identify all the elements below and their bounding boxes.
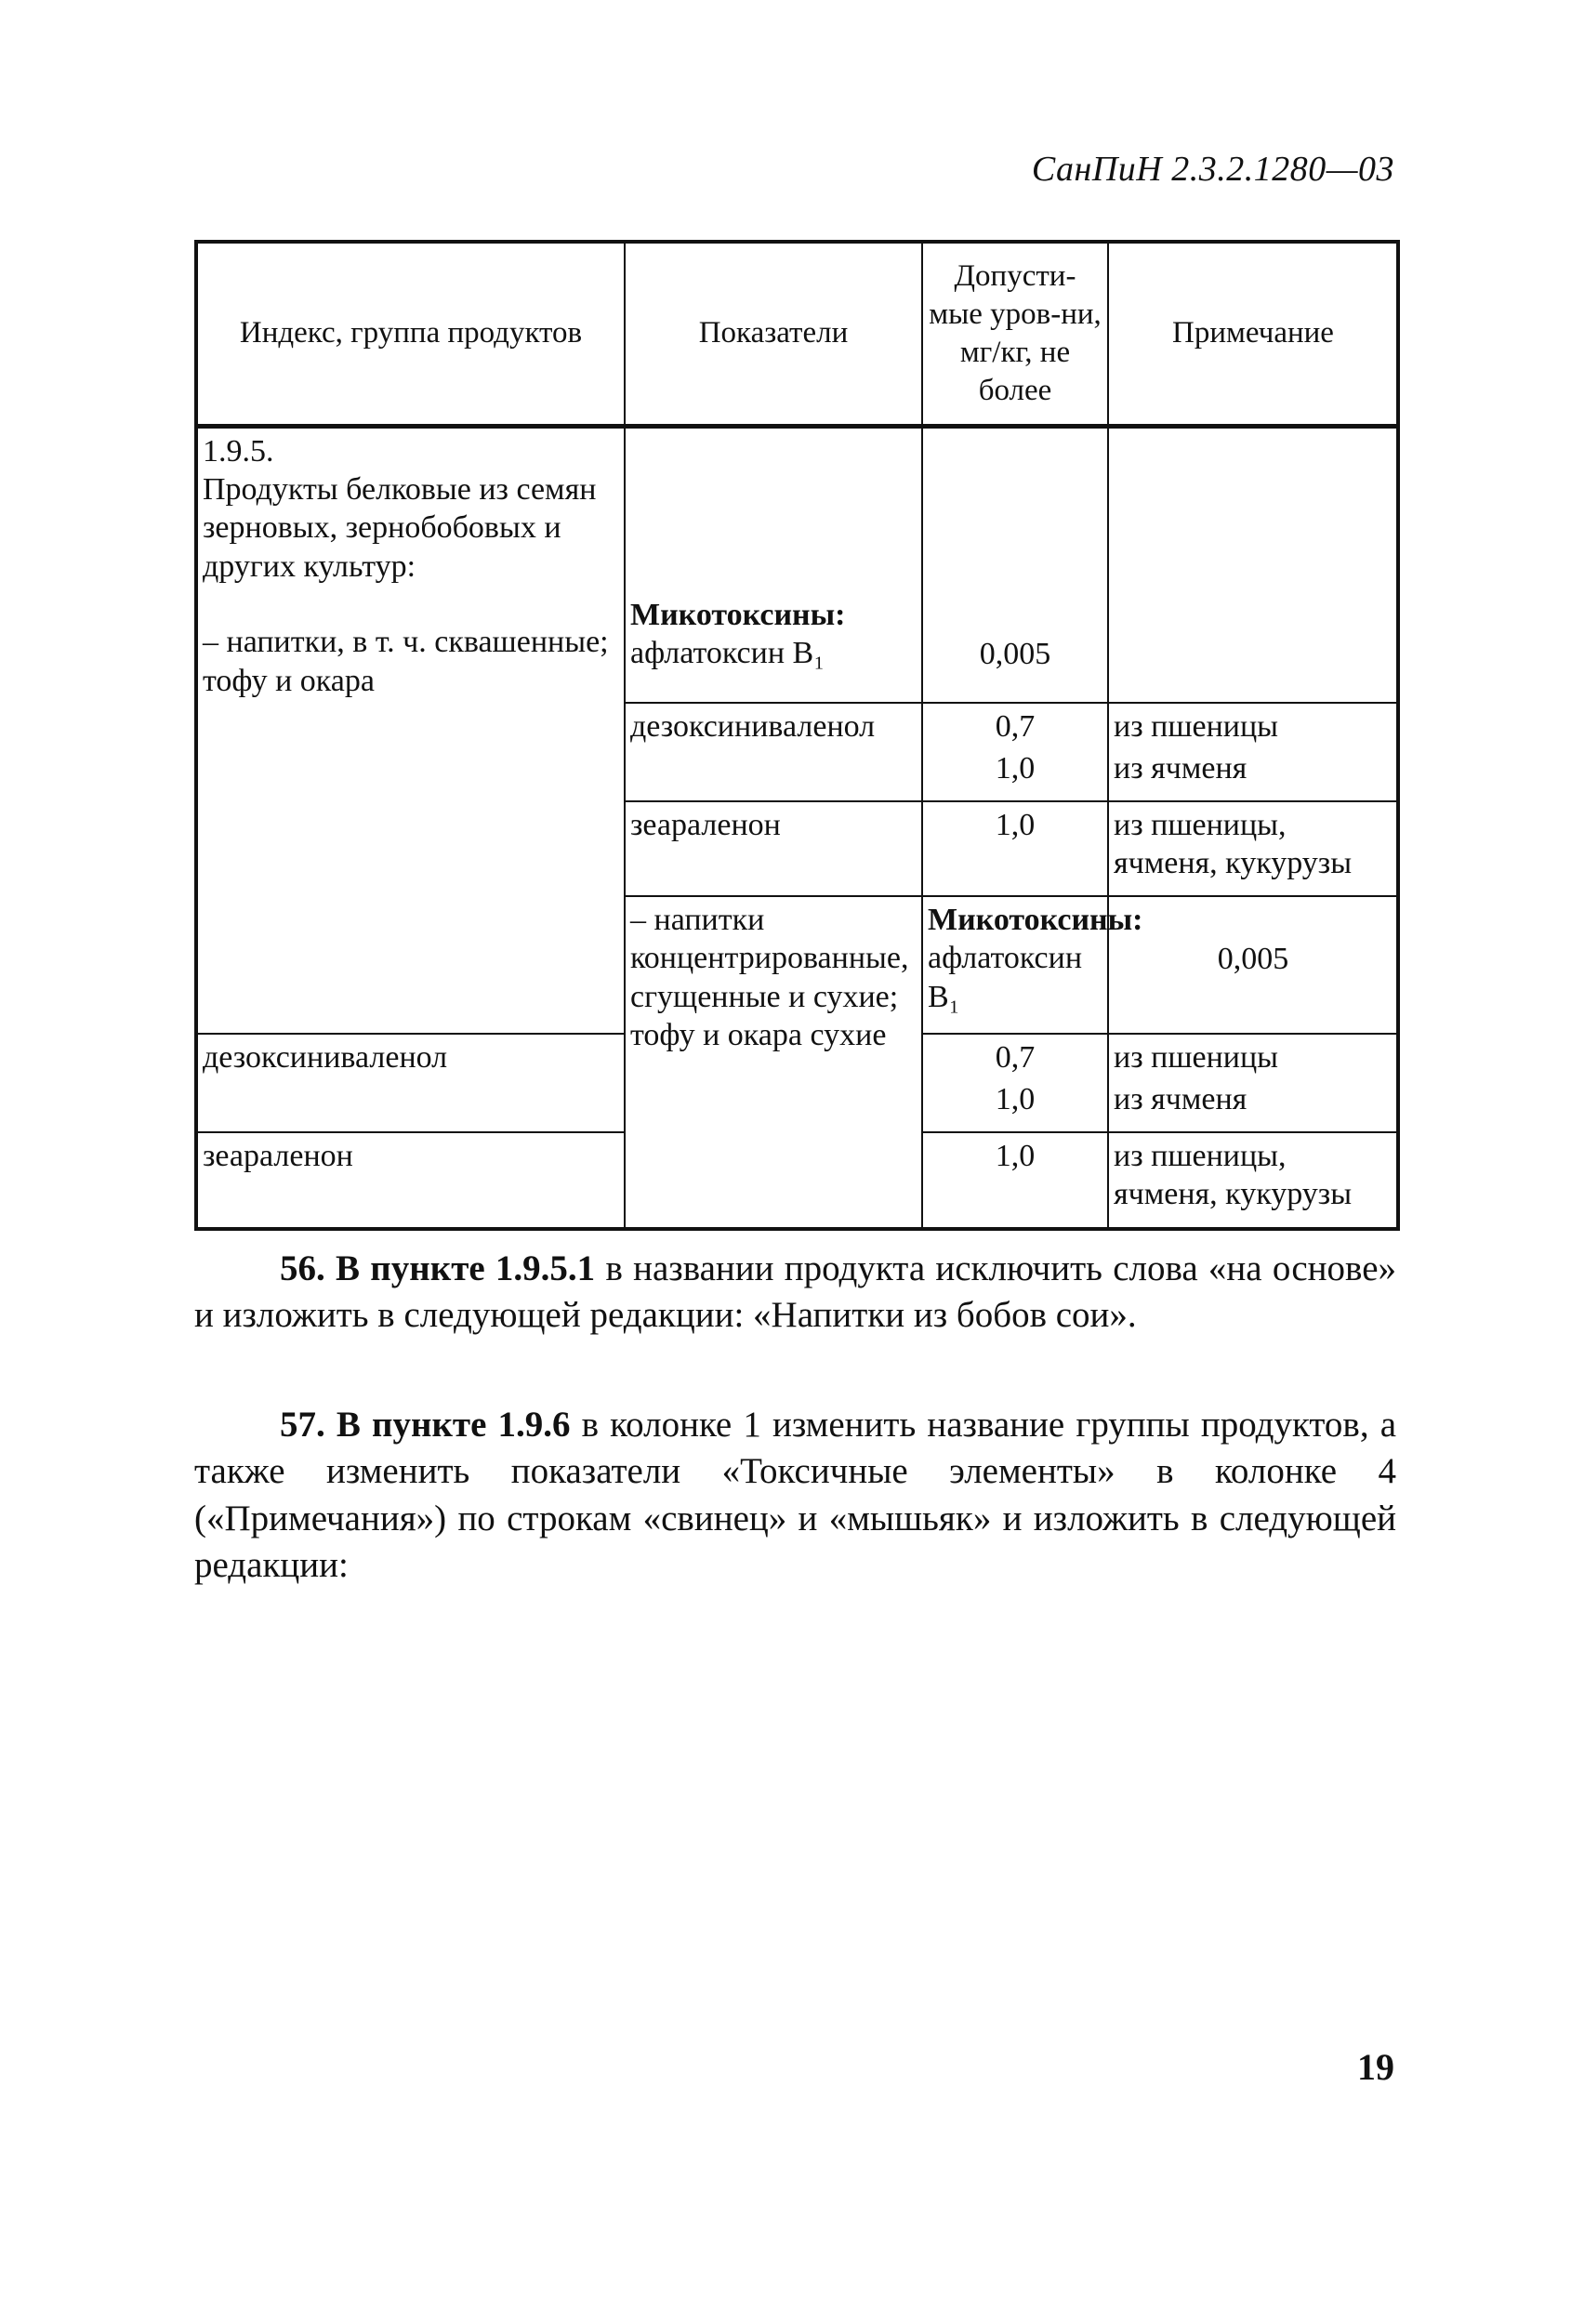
note-text: из ячменя xyxy=(1114,750,1247,786)
product-group-cell xyxy=(196,426,625,1034)
level-cell xyxy=(922,426,1108,703)
limits-table xyxy=(194,240,1400,1231)
indicator-cell: дезоксиниваленол xyxy=(196,1034,625,1132)
indicator-name: афлатоксин B₁ xyxy=(630,635,825,670)
column-header: Допусти-мые уров-ни, мг/кг, не более xyxy=(922,242,1108,426)
indicator-cell: дезоксиниваленол xyxy=(625,703,922,801)
level-cell xyxy=(922,703,1108,801)
indicator-cell: зеараленон xyxy=(625,801,922,896)
table-header-row xyxy=(196,242,1398,426)
note-cell: из пшеницы, ячменя, кукурузы xyxy=(1108,1132,1398,1229)
column-header: Индекс, группа продуктов xyxy=(196,242,625,426)
note-cell xyxy=(1108,1034,1398,1132)
subgroup-name: – напитки, в т. ч. сквашенные; тофу и окара xyxy=(203,625,609,698)
note-cell xyxy=(1108,426,1398,703)
level-cell xyxy=(1108,896,1398,1034)
indicator-heading: Микотоксины: xyxy=(928,902,1143,937)
group-index: 1.9.5. xyxy=(203,433,274,469)
level-value: 0,005 xyxy=(979,636,1051,671)
paragraph-lead: В пункте 1.9.6 xyxy=(336,1405,571,1445)
column-header: Показатели xyxy=(625,242,922,426)
column-header: Примечание xyxy=(1108,242,1398,426)
level-value: 1,0 xyxy=(995,750,1036,786)
note-text: из пшеницы xyxy=(1114,708,1279,744)
amendment-paragraph-56 xyxy=(194,1246,1396,1340)
group-title: Продукты белковые из семян зерновых, зернобобовых и других культур: xyxy=(203,471,597,584)
indicator-heading: Микотоксины: xyxy=(630,597,846,632)
level-value: 0,7 xyxy=(995,1039,1036,1075)
indicator-cell xyxy=(922,896,1143,1034)
indicator-cell xyxy=(625,426,922,703)
level-value: 0,7 xyxy=(995,708,1036,744)
subgroup-name: – напитки концентрированные, сгущенные и сухие; тофу и окара сухие xyxy=(630,902,909,1053)
product-group-cell xyxy=(625,896,922,1229)
note-text: из пшеницы xyxy=(1114,1039,1279,1075)
table-row xyxy=(196,426,1398,703)
level-value: 1,0 xyxy=(995,1081,1036,1116)
paragraph-number: 57. xyxy=(280,1405,325,1445)
paragraph-number: 56. xyxy=(280,1248,325,1288)
note-cell: из пшеницы, ячменя, кукурузы xyxy=(1108,801,1398,896)
note-cell xyxy=(1108,703,1398,801)
level-cell: 1,0 xyxy=(922,801,1108,896)
paragraph-text: в колонке 1 изменить название группы продуктов, а также изменить показатели «Токсичные элементы» в колонке 4 («Примечания») по строкам «свинец» и «мышьяк» и изложить в следующей редакции: xyxy=(194,1405,1397,1585)
level-value: 0,005 xyxy=(1217,941,1289,976)
level-cell: 1,0 xyxy=(922,1132,1108,1229)
amendment-paragraph-57 xyxy=(194,1402,1396,1589)
note-text: из ячменя xyxy=(1114,1081,1247,1116)
indicator-name: афлатоксин B₁ xyxy=(928,941,1083,1014)
page-number: 19 xyxy=(1357,2046,1394,2088)
document-code: СанПиН 2.3.2.1280—03 xyxy=(1031,150,1394,189)
indicator-cell: зеараленон xyxy=(196,1132,625,1229)
level-cell xyxy=(922,1034,1108,1132)
paragraph-lead: В пункте 1.9.5.1 xyxy=(336,1248,596,1288)
paragraph-text: в названии продукта исключить слова «на основе» и изложить в следующей редакции: «Напитки из бобов сои». xyxy=(194,1248,1397,1336)
